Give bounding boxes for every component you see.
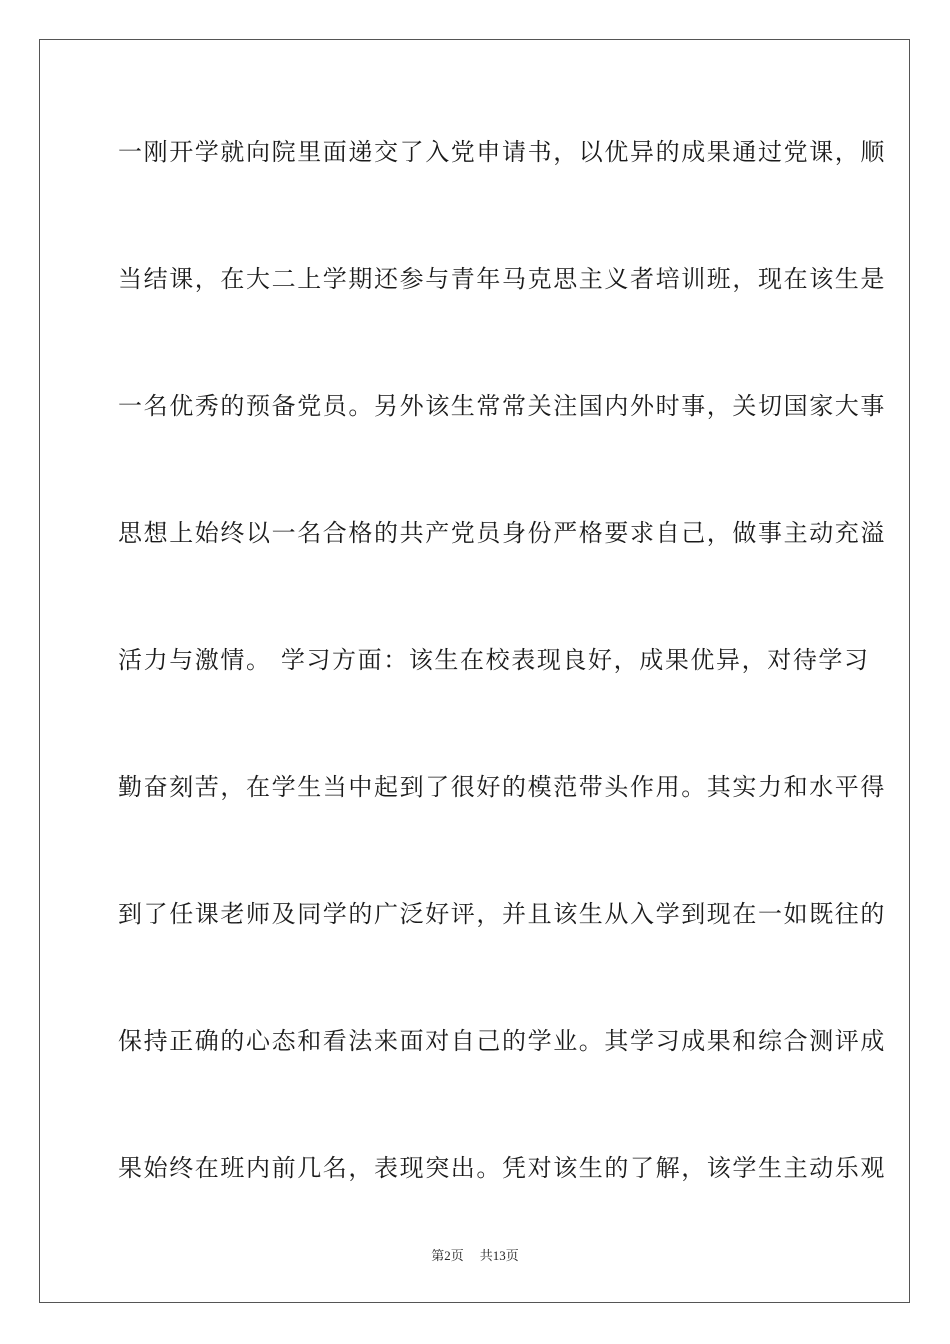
page-number: 第2页 [431, 1248, 464, 1263]
text-line: 思想上始终以一名合格的共产党员身份严格要求自己，做事主动充溢 [118, 519, 886, 547]
text-line: 保持正确的心态和看法来面对自己的学业。其学习成果和综合测评成 [118, 1027, 886, 1055]
text-line: 当结课，在大二上学期还参与青年马克思主义者培训班，现在该生是 [118, 265, 886, 293]
text-line: 果始终在班内前几名，表现突出。凭对该生的了解，该学生主动乐观 [118, 1154, 886, 1182]
page-total: 共13页 [479, 1248, 519, 1263]
page-footer [0, 1246, 950, 1266]
text-line: 勤奋刻苦，在学生当中起到了很好的模范带头作用。其实力和水平得 [118, 773, 886, 801]
text-line: 一刚开学就向院里面递交了入党申请书，以优异的成果通过党课，顺 [118, 138, 886, 166]
document-body [118, 131, 886, 1274]
text-line: 到了任课老师及同学的广泛好评，并且该生从入学到现在一如既往的 [118, 900, 886, 928]
text-line: 一名优秀的预备党员。另外该生常常关注国内外时事，关切国家大事 [118, 392, 886, 420]
text-line: 活力与激情。 学习方面：该生在校表现良好，成果优异，对待学习 [118, 646, 870, 674]
